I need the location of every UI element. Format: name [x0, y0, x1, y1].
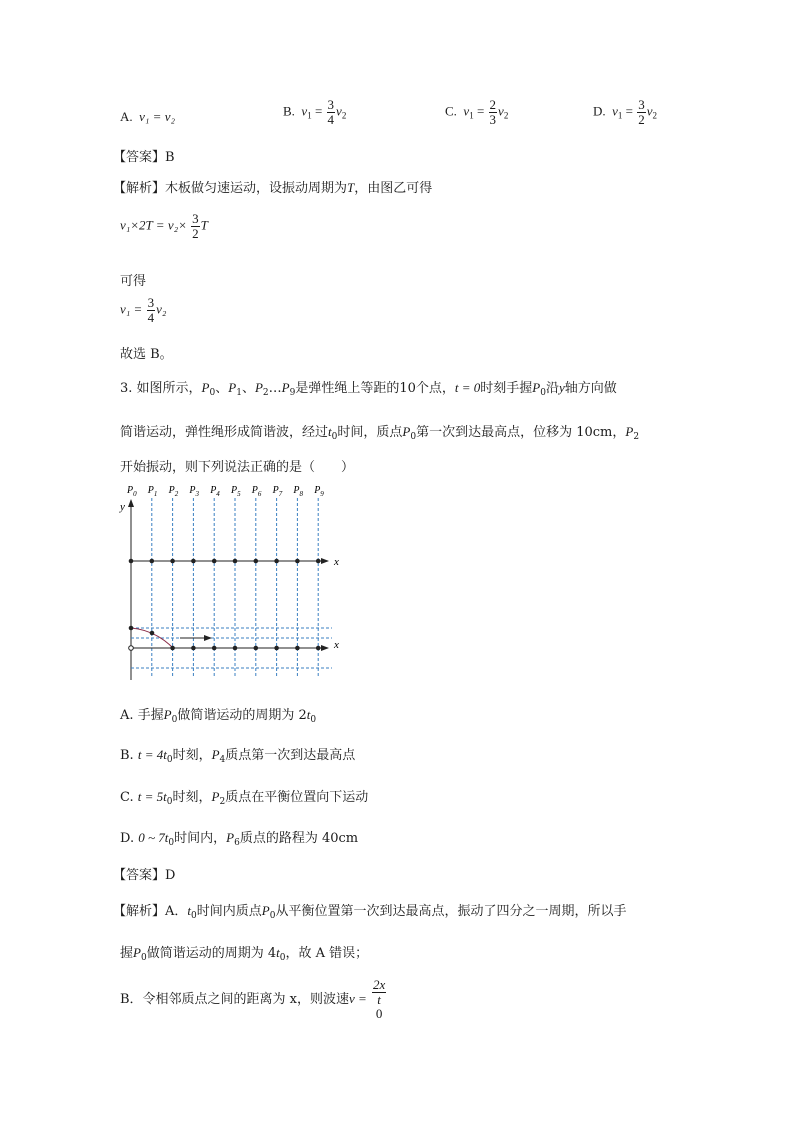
sub: 6	[234, 838, 240, 848]
v2-symbol: v	[336, 103, 342, 119]
p-symbol: P	[211, 789, 220, 804]
ellipsis: …	[268, 381, 282, 396]
upper-dot-p6	[254, 559, 259, 564]
p-symbol: P	[261, 903, 270, 918]
sub-2: 2	[341, 110, 347, 121]
point-label-p8: $P_8$	[293, 485, 304, 498]
conclusion-text: 故选 B。	[120, 347, 173, 362]
period-symbol: T	[347, 180, 355, 195]
option-text: D.	[120, 831, 139, 846]
sub-1: 1	[617, 110, 623, 121]
point-label-p1: $P_1$	[147, 485, 158, 498]
upper-dot-p4	[212, 559, 217, 564]
lower-dot-p4	[212, 646, 217, 651]
option-a-label: A.	[120, 109, 133, 124]
answer-value: B	[165, 150, 175, 165]
point-label-p4: $P_4$	[210, 485, 220, 498]
analysis-1-line	[113, 177, 432, 196]
sub: 1	[236, 388, 242, 398]
analysis-text: 时间内质点	[196, 904, 262, 919]
sub: 2	[633, 432, 640, 442]
p-symbol: P	[201, 380, 210, 395]
lower-dot-p8	[295, 646, 300, 651]
sub: 4	[219, 755, 226, 765]
analysis-3-line-2	[120, 942, 368, 963]
option-d	[593, 98, 657, 127]
option-c-label: C.	[445, 103, 457, 119]
frac-den: t	[377, 992, 381, 1007]
v1-symbol: v	[463, 103, 470, 119]
equation-right: T	[200, 217, 208, 233]
y-axis-label: y	[120, 501, 125, 513]
upper-dot-p9	[316, 559, 321, 564]
lower-x-label: x	[334, 639, 339, 651]
option-text: C.	[120, 790, 138, 805]
equation-1	[120, 212, 208, 241]
q3-text: 简谐运动，弹性绳形成简谐波，经过	[120, 425, 329, 440]
equation-2	[120, 296, 166, 325]
point-label-p9: $P_9$	[314, 485, 324, 498]
point-label-p6: $P_6$	[251, 485, 262, 498]
v2-symbol: v	[498, 103, 504, 119]
answer-label: 【答案】	[113, 150, 166, 165]
frac-num: 3	[147, 295, 155, 310]
option-text: 质点的路程为 40cm	[239, 831, 359, 846]
kede-text: 可得	[120, 274, 147, 289]
sub-1: 1	[469, 110, 474, 121]
sub: 2	[262, 388, 269, 398]
point-label-p0: $P_0$	[127, 485, 137, 498]
upper-dot-p7	[274, 559, 279, 564]
upper-dot-p8	[295, 559, 300, 564]
sub: 0	[331, 432, 338, 442]
fraction-b	[327, 98, 336, 127]
option-a-expr: v₁ = v₂	[139, 109, 175, 124]
analysis-text: ，故 A 错误；	[285, 946, 369, 961]
option-b	[283, 98, 346, 127]
q3-line-2	[120, 421, 639, 442]
analysis-text-2: ，由图乙可得	[354, 181, 433, 196]
velocity-expr: v =	[349, 991, 367, 1006]
option-text: 时间内，	[174, 831, 227, 846]
option-text: B.	[120, 748, 138, 763]
option-expr: t = 5t	[137, 789, 167, 804]
sub: 0	[209, 388, 216, 398]
option-text: 时刻，	[172, 748, 212, 763]
p-symbol: P	[163, 707, 172, 722]
sub: 0	[269, 911, 276, 921]
upper-dot-p5	[233, 559, 238, 564]
frac-den: 3	[489, 112, 497, 127]
answer-3	[113, 864, 175, 883]
answer-1	[113, 146, 175, 165]
sub-2: 2	[652, 110, 658, 121]
p-symbol: P	[281, 380, 290, 395]
sub: 0	[279, 953, 286, 963]
sub: 2	[219, 797, 226, 807]
q3-text: 时刻手握	[480, 381, 533, 396]
t-symbol: t	[187, 903, 192, 918]
q3-option-d	[120, 827, 358, 848]
t-symbol: t	[276, 945, 280, 960]
option-b-label: B.	[283, 103, 295, 119]
frac-num: 2	[489, 97, 497, 112]
frac-den: 4	[327, 112, 335, 127]
separator: 、	[215, 381, 229, 396]
q3-text: 沿	[545, 381, 559, 396]
answer-value: D	[165, 868, 176, 883]
q3-text: 时间，质点	[337, 425, 403, 440]
sub: 0	[166, 797, 173, 807]
option-a	[120, 109, 175, 125]
p-symbol: P	[625, 424, 634, 439]
frac-den: 4	[147, 310, 155, 325]
point-label-p5: $P_5$	[231, 485, 241, 498]
upper-dot-p0	[129, 559, 134, 564]
upper-dot-p3	[191, 559, 196, 564]
frac-num: 3	[192, 211, 199, 226]
equals: =	[314, 103, 323, 119]
equals: =	[476, 103, 485, 119]
p-symbol: P	[226, 830, 235, 845]
lower-dot-p6	[254, 646, 259, 651]
upper-x-label: x	[334, 556, 339, 568]
wave-figure	[110, 480, 360, 685]
analysis-text: A．	[165, 904, 188, 919]
point-label-p2: $P_2$	[168, 485, 179, 498]
frac-num: 3	[327, 97, 335, 112]
q3-text: 是弹性绳上等距的10个点，	[295, 381, 455, 396]
lower-dot-p9	[316, 646, 321, 651]
frac-den: 2	[192, 226, 199, 241]
p-symbol: P	[228, 380, 237, 395]
analysis-text: 握	[120, 946, 134, 961]
option-expr: t = 4t	[137, 747, 167, 762]
t-symbol: t	[328, 424, 332, 439]
option-d-label: D.	[593, 103, 606, 119]
q3-line-3: 开始振动，则下列说法正确的是（ ）	[120, 460, 355, 475]
v1-symbol: v	[301, 103, 308, 119]
sub: 0	[140, 953, 147, 963]
fraction-c	[489, 98, 498, 127]
p0-equilibrium-dot	[129, 646, 134, 651]
sub: 9	[289, 388, 296, 398]
sub: 0	[166, 755, 173, 765]
lower-dot-p5	[233, 646, 238, 651]
analysis-3-line-1	[113, 900, 626, 921]
equals: =	[625, 103, 634, 119]
p-symbol: P	[402, 424, 411, 439]
option-expr: 0 ~ 7t	[138, 830, 169, 845]
lower-dot-p3	[191, 646, 196, 651]
analysis-3-line-3	[120, 978, 387, 1021]
q3-intro: 3. 如图所示，	[120, 381, 202, 396]
sub: 0	[168, 838, 175, 848]
frac-num: 3	[638, 97, 645, 112]
option-text: 质点第一次到达最高点	[225, 748, 356, 763]
v2-symbol: v	[646, 103, 653, 119]
sub: 0	[171, 715, 178, 725]
option-c	[445, 98, 508, 127]
frac-num: 2x	[372, 977, 386, 992]
answer-label: 【答案】	[113, 868, 166, 883]
sub-2: 2	[503, 110, 509, 121]
p-symbol: P	[133, 945, 141, 960]
p1-lower-dot	[150, 631, 155, 636]
lower-dot-p7	[274, 646, 279, 651]
option-text: 质点在平衡位置向下运动	[225, 790, 369, 805]
analysis-text: B．令相邻质点之间的距离为 x，则波速	[120, 992, 350, 1007]
t-symbol: t	[306, 707, 311, 722]
point-label-p7: $P_7$	[272, 485, 283, 498]
sub: 0	[410, 432, 417, 442]
sub: 0	[375, 1006, 383, 1021]
sub: 0	[310, 715, 317, 725]
analysis-text: 做简谐运动的周期为 4	[146, 946, 277, 961]
q3-line-1	[120, 377, 617, 398]
p0-lower-dot	[129, 626, 134, 631]
option-text: 做简谐运动的周期为 2	[177, 708, 307, 723]
v1-symbol: v	[612, 103, 618, 119]
lower-dot-p2	[170, 646, 175, 651]
separator: 、	[241, 381, 255, 396]
upper-dot-p2	[170, 559, 175, 564]
q3-option-a	[120, 704, 316, 725]
p-symbol: P	[254, 380, 263, 395]
p-symbol: P	[211, 747, 220, 762]
q3-option-c	[120, 786, 368, 807]
equation-left: v₁×2T = v₂×	[120, 217, 187, 233]
analysis-label: 【解析】	[113, 181, 166, 196]
sub-1: 1	[307, 110, 312, 121]
sub: 0	[540, 388, 546, 398]
frac-den: 2	[638, 112, 645, 127]
p-symbol: P	[532, 380, 541, 395]
option-text: A. 手握	[120, 708, 164, 723]
equation-fraction	[191, 212, 200, 241]
velocity-fraction	[372, 978, 386, 1021]
option-text: 时刻，	[172, 790, 212, 805]
q3-text: 轴方向做	[564, 381, 617, 396]
analysis-label: 【解析】	[113, 904, 166, 919]
q3-option-b	[120, 744, 355, 765]
y-symbol: y	[558, 380, 565, 395]
q3-text: 第一次到达最高点，位移为 10cm，	[416, 425, 626, 440]
analysis-text: 木板做匀速运动，设振动周期为	[165, 181, 348, 196]
point-label-p3: $P_3$	[189, 485, 200, 498]
result-left: v₁ =	[120, 301, 143, 317]
t-zero: t = 0	[454, 380, 481, 395]
sub: 0	[191, 911, 197, 921]
upper-dot-p1	[150, 559, 155, 564]
result-right: v₂	[156, 301, 167, 317]
fraction-d	[637, 98, 646, 127]
result-fraction	[147, 296, 156, 325]
analysis-text: 从平衡位置第一次到达最高点，振动了四分之一周期，所以手	[275, 904, 627, 919]
